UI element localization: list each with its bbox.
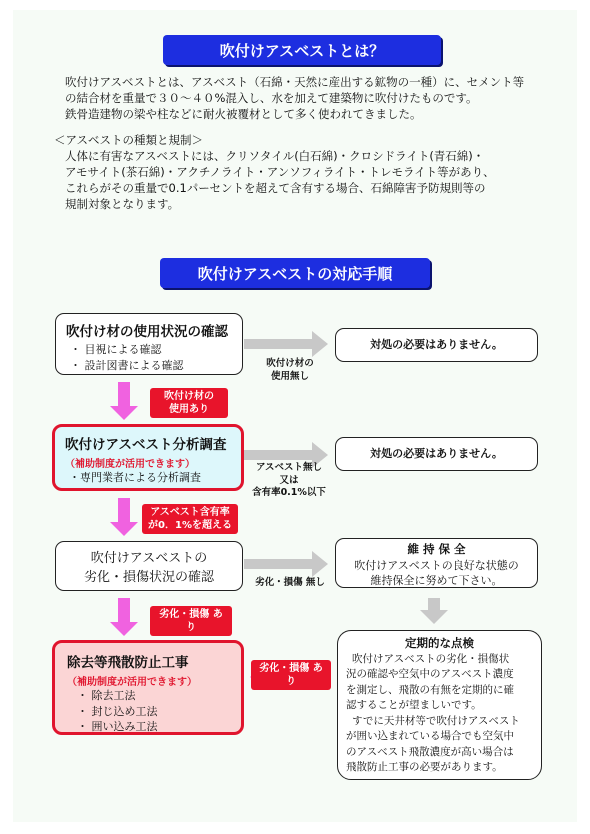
step4-item-2: ・ 封じ込め工法 <box>77 704 158 718</box>
inspection-line-6: が囲い込まれている場合でも空気中 <box>346 730 514 742</box>
step1-item-1: ・ 目視による確認 <box>70 343 162 356</box>
inspection-line-1: 吹付けアスベストの劣化・損傷状 <box>352 652 510 665</box>
section1-subline-3: これらがその重量で0.1パーセントを超えて含有する場合、石綿障害予防規則等の <box>65 181 486 195</box>
section1-title: 吹付けアスベストとは？ <box>219 41 385 60</box>
label-no-use <box>255 358 325 383</box>
inspection-line-4: 認することが望ましいです。 <box>346 699 482 711</box>
step2-box <box>52 424 244 491</box>
maintain-title: 維 持 保 全 <box>407 542 466 556</box>
tag-content-line1: アスベスト含有率 <box>150 507 230 518</box>
result1-text: 対処の必要はありません。 <box>370 338 503 352</box>
maintain-line2: 維持保全に努めて下さい。 <box>370 574 503 587</box>
step4-item-1: ・ 除去工法 <box>77 689 136 702</box>
result2-text: 対処の必要はありません。 <box>370 447 503 461</box>
section1-line-2: の結合材を重量で３０～４０%混入し、水を加えて建築物に吹付けたものです。 <box>65 91 478 105</box>
tag-use-line1: 吹付け材の <box>164 391 214 402</box>
label-no-asbestos-line2: 又は <box>279 474 299 486</box>
tag-content-line2: が0．1%を超える <box>148 520 232 531</box>
inspection-line-5: すでに天井材等で吹付けアスベスト <box>352 714 520 727</box>
section1-subline-2: アモサイト(茶石綿)・アクチノライト・アンソフィライト・トレモライト等があり、 <box>65 165 495 179</box>
maintain-line1: 吹付けアスベストの良好な状態の <box>354 558 519 572</box>
tag-use <box>150 388 228 418</box>
tag-damage1: 劣化・損傷 あり <box>150 606 232 636</box>
pink-arrow-2 <box>110 498 138 536</box>
step4-title: 除去等飛散防止工事 <box>67 655 189 671</box>
step3-title-line2: 劣化・損傷状況の確認 <box>83 570 214 585</box>
step1-title: 吹付け材の使用状況の確認 <box>66 324 228 340</box>
gray-arrow-1 <box>244 331 328 357</box>
step4-note: （補助制度が活用できます） <box>67 677 197 688</box>
tag-content <box>142 504 238 534</box>
inspection-box <box>337 630 542 780</box>
label-no-use-line2: 使用無し <box>270 370 309 382</box>
label-no-use-line1: 吹付け材の <box>266 358 314 369</box>
step2-item-1: ・専門業者による分析調査 <box>69 471 201 484</box>
label-no-asbestos-line1: アスベスト無し <box>255 462 323 473</box>
result2-box <box>335 437 538 471</box>
pink-arrow-1 <box>110 382 138 420</box>
inspection-line-3: を測定し、飛散の有無を定期的に確 <box>346 683 514 696</box>
gray-arrow-down <box>420 598 448 624</box>
section2-title: 吹付けアスベストの対応手順 <box>197 264 393 283</box>
step2-title: 吹付けアスベスト分析調査 <box>65 437 227 453</box>
step1-item-2: ・ 設計図書による確認 <box>70 358 184 372</box>
maintain-box <box>335 538 538 588</box>
tag-use-line2: 使用あり <box>169 404 209 415</box>
section1-subline-4: 規制対象となります。 <box>65 197 180 211</box>
label-no-asbestos <box>248 462 330 500</box>
step4-box <box>52 640 244 735</box>
pink-arrow-3 <box>110 598 138 636</box>
section1-subheading: ＜アスベストの種類と規制＞ <box>54 133 204 147</box>
section1-subline-1: 人体に有害なアスベストには、クリソタイル(白石綿)・クロシドライト(青石綿)・ <box>65 149 485 163</box>
tag-damage2: 劣化・損傷 あり <box>251 660 331 690</box>
inspection-line-8: 飛散防止工事の必要があります。 <box>346 761 503 773</box>
step4-item-3: ・ 囲い込み工法 <box>77 720 158 733</box>
inspection-line-7: のアスベスト飛散濃度が高い場合は <box>346 745 514 758</box>
inspection-line-2: 況の確認や空気中のアスベスト濃度 <box>346 668 514 680</box>
section1-line-1: 吹付けアスベストとは、アスベスト（石綿・天然に産出する鉱物の一種）に、セメント等 <box>65 75 525 89</box>
step1-box <box>55 313 243 375</box>
step3-box <box>55 541 243 591</box>
result1-box <box>335 328 538 362</box>
label-no-damage: 劣化・損傷 無し <box>255 577 325 588</box>
step2-note: （補助制度が活用できます） <box>65 459 195 470</box>
inspection-title: 定期的な点検 <box>405 636 474 650</box>
gray-arrow-3 <box>244 551 328 577</box>
section1-line-3: 鉄骨造建物の梁や柱などに耐火被覆材として多く使われてきました。 <box>65 107 422 121</box>
step3-title-line1: 吹付けアスベストの <box>90 551 208 566</box>
label-no-asbestos-line3: 含有率0.1%以下 <box>252 487 326 498</box>
